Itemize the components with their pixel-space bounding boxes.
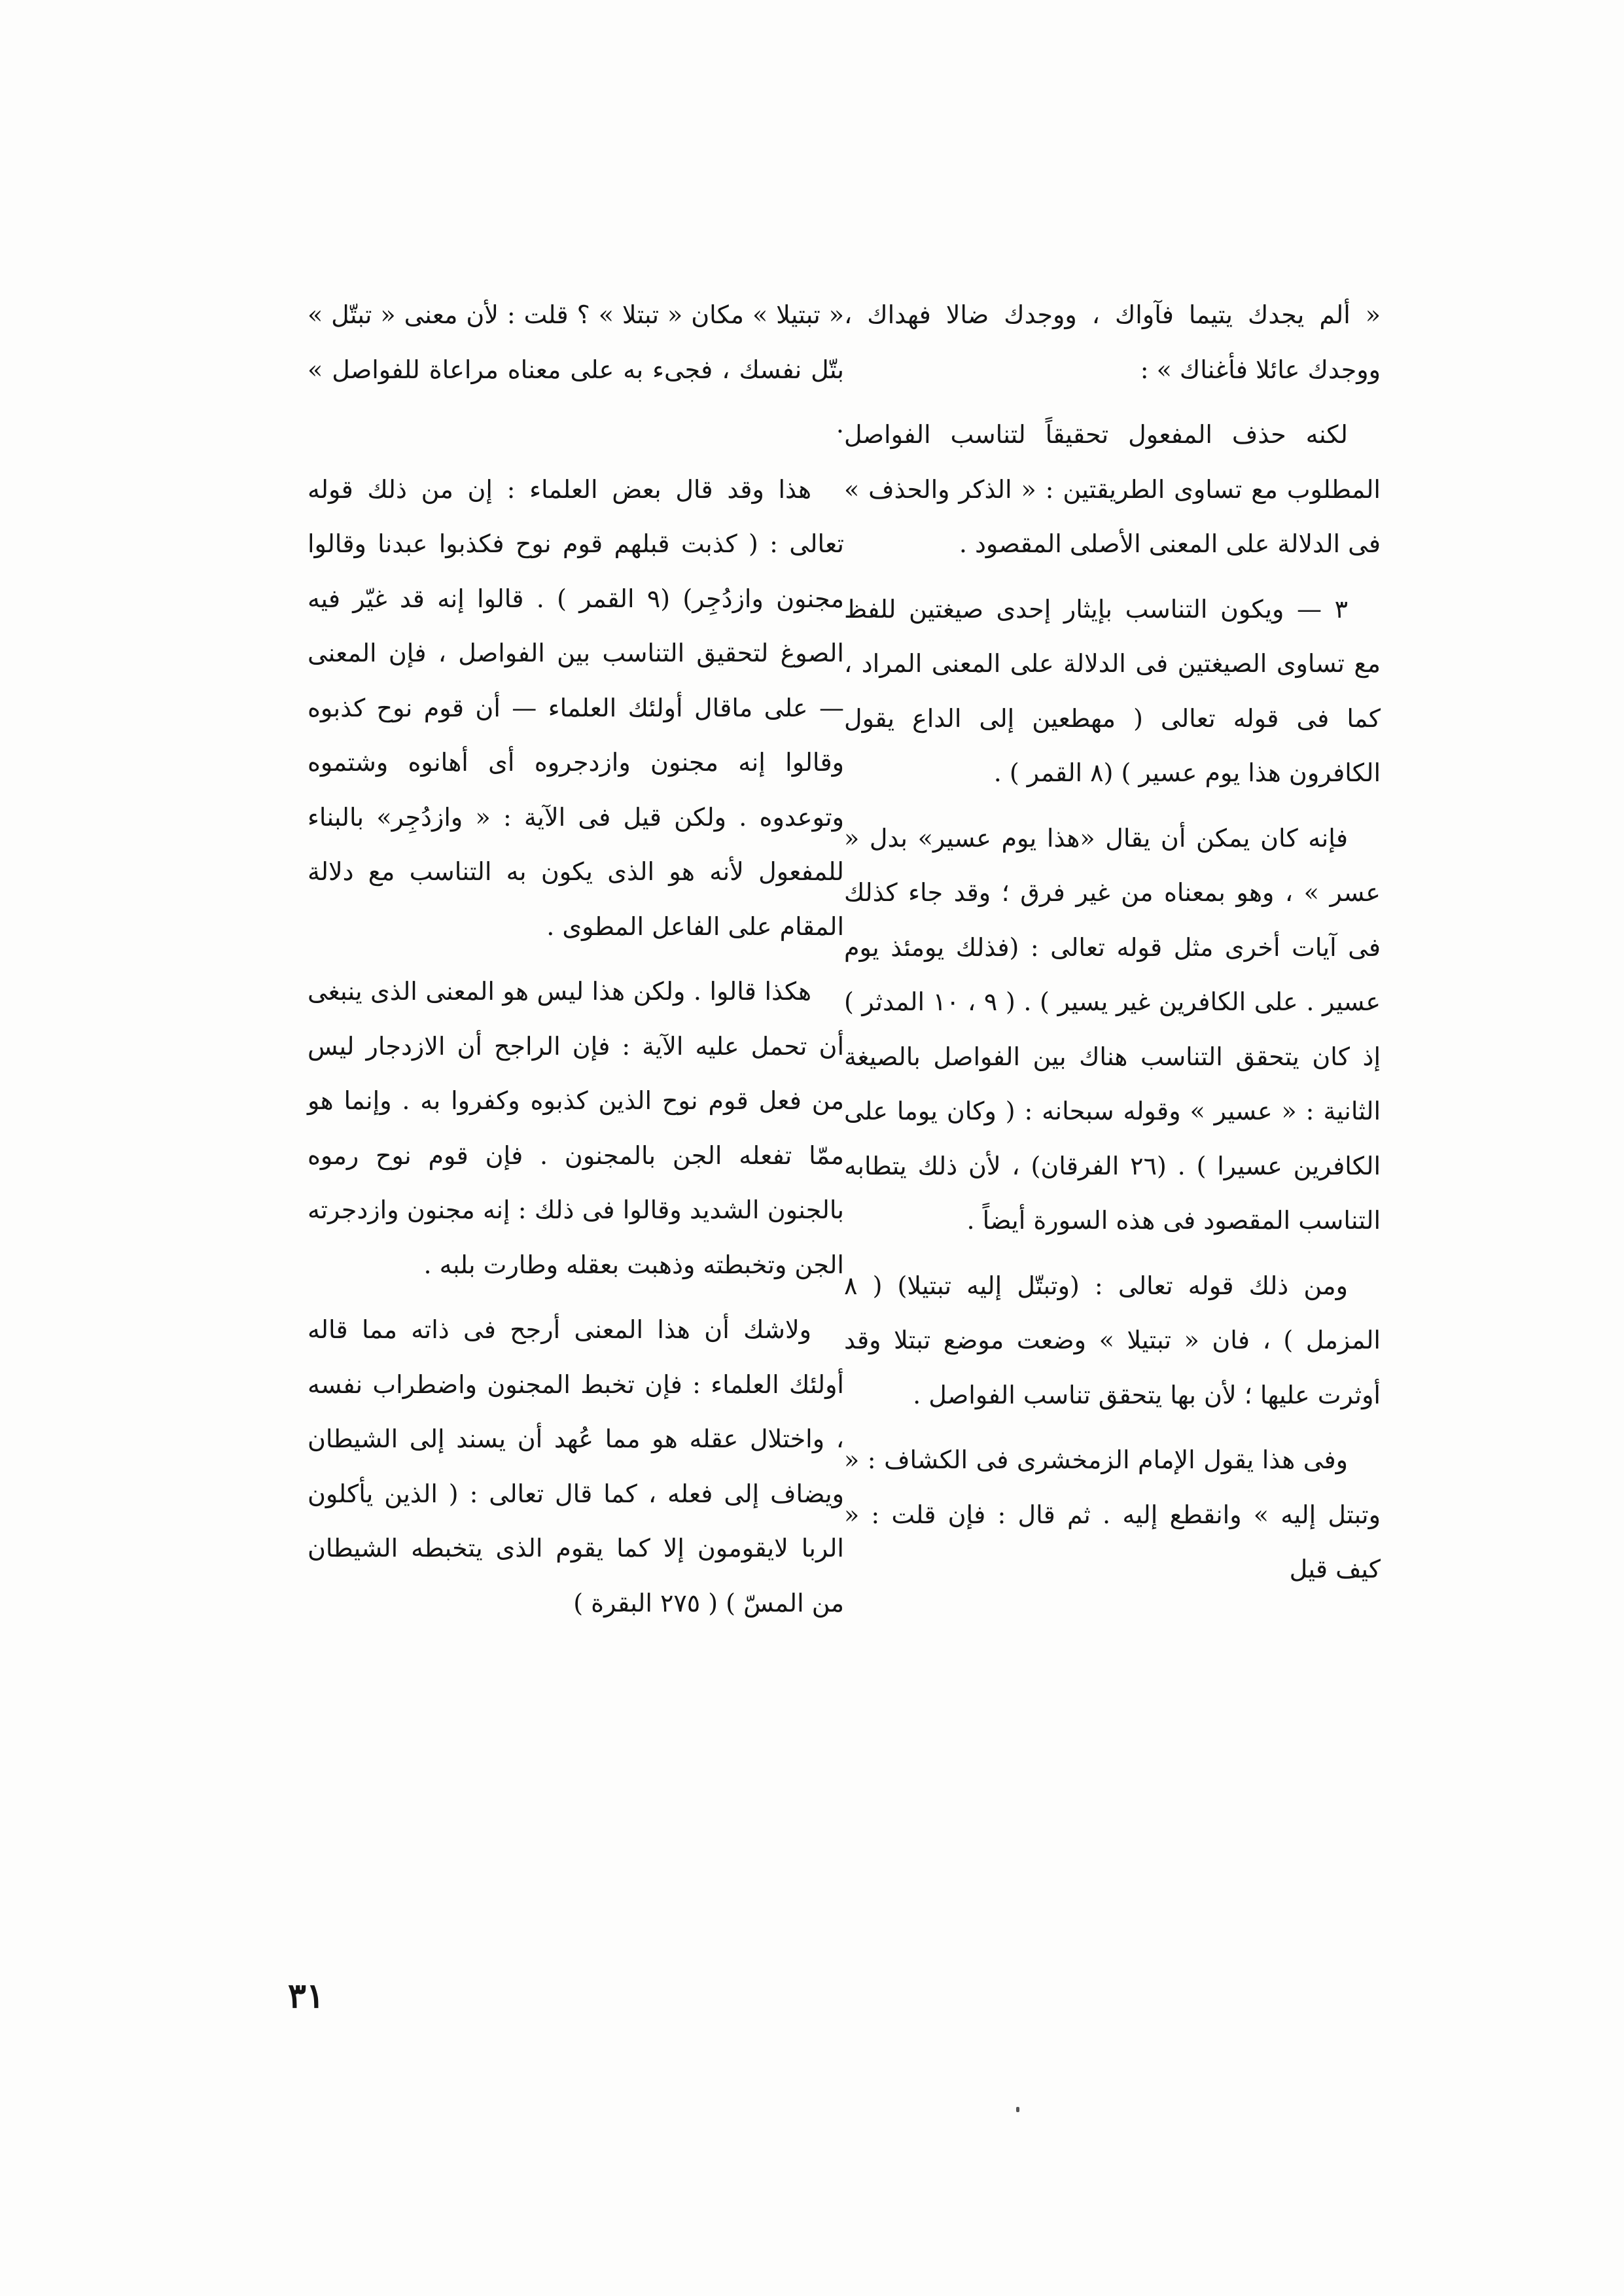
right-text-column bbox=[844, 288, 1381, 1608]
scan-speck bbox=[1016, 2107, 1019, 2112]
left-paragraph: هذا وقد قال بعض العلماء : إن من ذلك قوله تعالى : ( كذبت قبلهم قوم نوح فكذبوا عبدنا وقالوا مجنون وازدُجِر) (٩ القمر ) . قالوا إنه قد غيّر فيه الصوغ لتحقيق التناسب بين الفواصل ، فإن المعنى — على ماقال أولئك العلماء — أن قوم نوح كذبوه وقالوا إنه مجنون وازدجروه أى أهانوه وشتموه وتوعدوه . ولكن قيل فى الآية : « وازدُجِر» بالبناء للمفعول لأنه هو الذى يكون به التناسب مع دلالة المقام على الفاعل المطوى . bbox=[308, 474, 844, 941]
left-text-column bbox=[308, 288, 844, 1641]
right-paragraph: فإنه كان يمكن أن يقال «هذا يوم عسير» بدل « عسر » ، وهو بمعناه من غير فرق ؛ وقد جاء كذلك فى آيات أخرى مثل قوله تعالى : (فذلك يومئذ يوم عسير . على الكافرين غير يسير ) . ( ٩ ، ١٠ المدثر ) إذ كان يتحقق التناسب هناك بين الفواصل بالصيغة الثانية : « عسير » وقوله سبحانه : ( وكان يوما على الكافرين عسيرا ) . (٢٦ الفرقان) ، لأن ذلك يتطابه التناسب المقصود فى هذه السورة أيضاً . bbox=[844, 823, 1381, 1235]
right-paragraph: ومن ذلك قوله تعالى : (وتبتّل إليه تبتيلا) ( ٨ المزمل ) ، فان « تبتيلا » وضعت موضع تبتلا وقد أوثرت عليها ؛ لأن بها يتحقق تناسب الفواصل . bbox=[844, 1271, 1381, 1409]
right-paragraph: ٣ — ويكون التناسب بإيثار إحدى صيغتين للفظ مع تساوى الصيغتين فى الدلالة على المعنى المراد ، كما فى قوله تعالى ( مهطعين إلى الداع يقول الكافرون هذا يوم عسير ) (٨ القمر ) . bbox=[844, 594, 1381, 787]
right-paragraph: وفى هذا يقول الإمام الزمخشرى فى الكشاف : « وتبتل إليه » وانقطع إليه . ثم قال : فإن قلت : « كيف قيل bbox=[844, 1445, 1381, 1583]
left-paragraph: « تبتيلا » مكان « تبتلا » ؟ قلت : لأن معنى « تبتّل » بتّل نفسك ، فجىء به على معناه مراعاة للفواصل » . bbox=[308, 300, 844, 438]
right-paragraph: لكنه حذف المفعول تحقيقاً لتناسب الفواصل المطلوب مع تساوى الطريقتين : « الذكر والحذف » فى الدلالة على المعنى الأصلى المقصود . bbox=[844, 420, 1381, 558]
page-number: ٣١ bbox=[288, 1976, 325, 2016]
left-paragraph: هكذا قالوا . ولكن هذا ليس هو المعنى الذى ينبغى أن تحمل عليه الآية : فإن الراجح أن الازدجار ليس من فعل قوم نوح الذين كذبوه وكفروا به . وإنما هو ممّا تفعله الجن بالمجنون . فإن قوم نوح رموه بالجنون الشديد وقالوا فى ذلك : إنه مجنون وازدجرته الجن وتخبطته وذهبت بعقله وطارت بلبه . bbox=[308, 977, 844, 1279]
right-paragraph: « ألم يجدك يتيما فآواك ، ووجدك ضالا فهداك ، ووجدك عائلا فأغناك » : bbox=[844, 300, 1381, 384]
left-paragraph: ولاشك أن هذا المعنى أرجح فى ذاته مما قاله أولئك العلماء : فإن تخبط المجنون واضطراب نفسه ، واختلال عقله هو مما عُهد أن يسند إلى الشيطان ويضاف إلى فعله ، كما قال تعالى : ( الذين يأكلون الربا لايقومون إلا كما يقوم الذى يتخبطه الشيطان من المسّ ) ( ٢٧٥ البقرة ) bbox=[308, 1315, 844, 1617]
